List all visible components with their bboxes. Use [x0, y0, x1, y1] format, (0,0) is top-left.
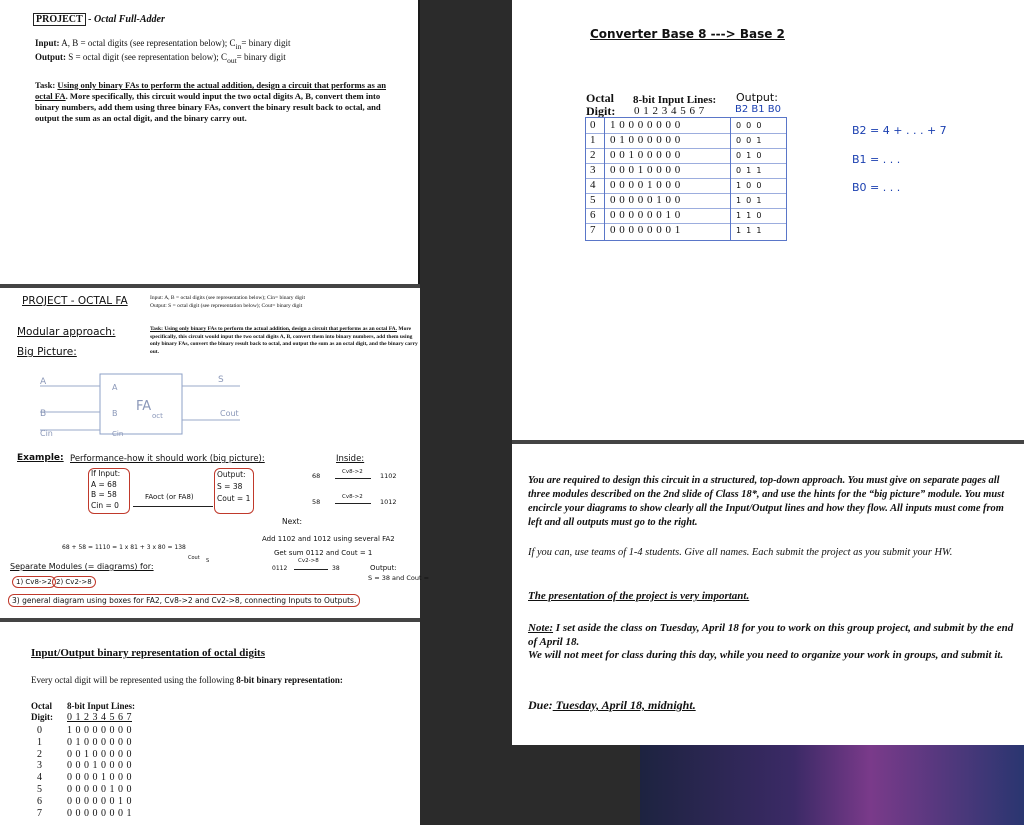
label-in-a: A	[112, 383, 118, 392]
output-box: Output: S = 38 Cout = 1	[214, 468, 254, 514]
converter-lines-header: 8-bit Input Lines:	[633, 94, 717, 106]
instructions-p1: You are required to design this circuit in a structured, top-down approach. You must give on separate pages all three modules described on the 2nd slide of Class 18*, and use the hints for the “big picture” module. You must encircle your diagrams to show clearly all the Input/Output lines and how they flow. All inputs must come from left and all outputs must go to the right.	[528, 475, 1005, 528]
output2-text: S = 38 and Cout =	[368, 574, 430, 582]
label-cout: Cout	[220, 409, 239, 418]
converter-row-bits: 1 0 0 0 0 0 0 0	[610, 119, 681, 131]
slide4-title: Input/Output binary representation of octal digits	[31, 647, 265, 659]
converter-row-output: 1 1 0	[736, 211, 762, 220]
inside-cv1: Cv8->2	[342, 469, 363, 475]
slide3-title: PROJECT - OCTAL FA	[22, 295, 128, 307]
modular-approach: Modular approach:	[17, 326, 116, 338]
get-line: Get sum 0112 and Cout = 1	[274, 549, 373, 557]
converter-row-digit: 1	[590, 134, 596, 146]
inside-cv2: Cv8->2	[342, 494, 363, 500]
module-1: 1) Cv8->2	[12, 576, 56, 588]
output2-label: Output:	[370, 564, 397, 572]
label-in-cin: Cin	[112, 430, 124, 438]
converter-row-bits: 0 0 1 0 0 0 0 0	[610, 149, 681, 161]
inside-arrow-2	[335, 503, 371, 504]
label-s: S	[218, 375, 224, 385]
inside-res-110: 1102	[380, 472, 397, 480]
slide1-input-line: Input: A, B = octal digits (see representation below); $C_{in}=$ binary digit	[35, 38, 291, 51]
converter-row-bits: 0 0 0 0 0 1 0 0	[610, 194, 681, 206]
io-row-bits: 1 0 0 0 0 0 0 0	[67, 725, 132, 736]
eq-b0: B0 = . . .	[852, 181, 901, 194]
io-row-bits: 0 0 0 1 0 0 0 0	[67, 760, 132, 772]
converter-output-bits: B2 B1 B0	[735, 104, 782, 115]
converter-row-digit: 5	[590, 194, 596, 206]
converter-row-output: 0 1 0	[736, 151, 762, 160]
inside-res-101: 1012	[380, 498, 397, 506]
label-in-b: B	[112, 409, 118, 418]
slide4-lines-digits: 0 1 2 3 4 5 6 7	[67, 712, 132, 723]
example-text: Performance-how it should work (big picture):	[70, 454, 265, 464]
io-row-digit: 7	[37, 807, 42, 819]
module-3: 3) general diagram using boxes for FA2, Cv8->2 and Cv2->8, connecting Inputs to Outputs.	[8, 594, 360, 607]
converter-title: Converter Base 8 ---> Base 2	[590, 27, 785, 41]
slide-instructions	[512, 444, 1024, 745]
calc-s: S	[206, 558, 210, 564]
converter-row-output: 1 0 0	[736, 181, 762, 190]
slide1-title: PROJECT - Octal Full-Adder	[33, 14, 165, 25]
converter-row-digit: 0	[590, 119, 596, 131]
inside-label: Inside:	[336, 454, 365, 464]
slide1-output-line: Output: S = octal digit (see representation below); $C_{out}=$ binary digit	[35, 52, 286, 65]
separate-modules: Separate Modules (= diagrams) for:	[10, 562, 154, 571]
converter-row-digit: 3	[590, 164, 596, 176]
label-fa-sub: oct	[152, 412, 163, 420]
io-row-bits: 0 0 1 0 0 0 0 0	[67, 748, 132, 760]
converter-octal-header: Octal Digit:	[586, 91, 616, 118]
slide1-task: Task: Using only binary FAs to perform the actual addition, design a circuit that performs as an octal FA. More specifically, this circuit would input the two octal digits A, B, convert them into binary numbers, add them using three binary FAs, convert the binary result back to octal, and output the sum as an octal digit, and the binary carry out.	[35, 80, 387, 123]
instructions-note: Note: I set aside the class on Tuesday, April 18 for you to work on this group project, and submit by the end of April 18. We will not meet for class during this day, while you need to organize your work in groups, and submit it.	[528, 622, 1014, 661]
io-row-bits: 0 1 0 0 0 0 0 0	[67, 736, 132, 748]
slide3-task: Task: Using only binary FAs to perform the actual addition, design a circuit that performs as an octal FA. More specifically, this circuit would input the two octal digits A, B, convert them into binary numbers, add them using only binary FAs, convert the binary result back to octal, and output the sum as an octal digit, and the binary carry out.	[150, 326, 418, 355]
io-row-bits: 0 0 0 0 0 0 1 0	[67, 795, 132, 807]
io-row-digit: 5	[37, 784, 42, 795]
slide-converter	[512, 0, 1024, 440]
slide-project-octal-full-adder	[0, 0, 418, 284]
converter-row-bits: 0 0 0 1 0 0 0 0	[610, 164, 681, 176]
converter-row-output: 0 0 1	[736, 136, 762, 145]
converter-row-bits: 0 0 0 0 0 0 0 1	[610, 224, 681, 236]
inside-in-5: 58	[312, 498, 321, 506]
io-row-digit: 4	[37, 772, 42, 784]
next-label: Next:	[282, 517, 302, 526]
label-a: A	[40, 377, 47, 387]
conv-label: Cv2->8	[298, 558, 319, 564]
converter-row-digit: 4	[590, 179, 596, 191]
calc-cout: Cout	[188, 555, 200, 561]
converter-output-header: Output:	[736, 91, 778, 104]
io-row-digit: 6	[37, 795, 42, 807]
label-b: B	[40, 409, 47, 419]
converter-row-digit: 6	[590, 209, 596, 221]
converter-row-output: 1 0 1	[736, 196, 762, 205]
big-picture-diagram	[0, 368, 420, 448]
label-fa: FA	[136, 399, 152, 414]
io-row-digit: 2	[37, 748, 42, 760]
conv-arrow	[294, 569, 328, 570]
io-row-bits: 0 0 0 0 0 0 0 1	[67, 807, 132, 819]
converter-row-bits: 0 0 0 0 0 0 1 0	[610, 209, 681, 221]
if-input-box: If Input: A = 68 B = 58 Cin = 0	[88, 468, 130, 514]
converter-row-digit: 2	[590, 149, 596, 161]
add-line: Add 1102 and 1012 using several FA2	[262, 535, 395, 543]
converter-row-output: 0 1 1	[736, 166, 762, 175]
instructions-p2: If you can, use teams of 1-4 students. Give all names. Each submit the project as you submit your HW.	[528, 547, 953, 558]
eq-b1: B1 = . . .	[852, 153, 901, 166]
slide3-io: Input: A, B = octal digits (see representation below); Cin= binary digit Output: S = octal digit (see representation below); Cout= binary digit	[150, 295, 305, 309]
slide-io-representation	[0, 622, 420, 825]
converter-row-output: 0 0 0	[736, 121, 762, 130]
eq-b2: B2 = 4 + . . . + 7	[852, 124, 947, 137]
slide4-lines-header: 8-bit Input Lines:	[67, 701, 136, 711]
fa-arrow	[133, 506, 213, 507]
converter-row-digit: 7	[590, 224, 596, 236]
conv-out: 38	[332, 565, 340, 572]
io-row-digit: 0	[37, 725, 42, 736]
converter-row-bits: 0 1 0 0 0 0 0 0	[610, 134, 681, 146]
example-label: Example:	[17, 453, 64, 463]
slide4-octal-header: Octal Digit:	[31, 701, 53, 722]
converter-table	[585, 117, 787, 241]
calc-line: 68 + 58 = 1110 = 1 x 81 + 3 x 80 = 138	[62, 544, 186, 551]
slide-project-octal-fa	[0, 288, 430, 618]
io-row-digit: 3	[37, 760, 42, 772]
converter-row-bits: 0 0 0 0 1 0 0 0	[610, 179, 681, 191]
io-row-bits: 0 0 0 0 0 1 0 0	[67, 784, 132, 795]
converter-lines-digits: 0 1 2 3 4 5 6 7	[634, 105, 705, 117]
fa-oct-label: FAoct (or FA8)	[145, 493, 194, 501]
big-picture: Big Picture:	[17, 346, 77, 358]
inside-in-6: 68	[312, 472, 321, 480]
io-row-digit: 1	[37, 736, 42, 748]
instructions-due: Due: Tuesday, April 18, midnight.	[528, 698, 696, 712]
slide4-text: Every octal digit will be represented using the following 8-bit binary representation:	[31, 675, 343, 685]
label-cin: Cin	[40, 429, 53, 438]
io-row-bits: 0 0 0 0 1 0 0 0	[67, 772, 132, 784]
desktop-wallpaper-strip	[640, 745, 1024, 825]
conv-in: 0112	[272, 565, 288, 572]
converter-row-output: 1 1 1	[736, 226, 762, 235]
module-2: 2) Cv2->8	[52, 576, 96, 588]
instructions-p3: The presentation of the project is very important.	[528, 590, 750, 602]
inside-arrow-1	[335, 478, 371, 479]
